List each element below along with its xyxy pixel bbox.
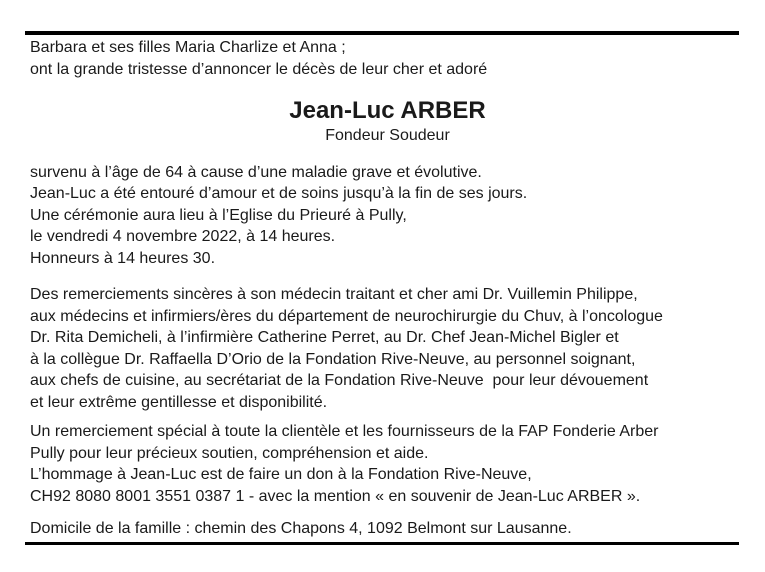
special-thanks (30, 421, 745, 507)
acknowledgement-line: aux médecins et infirmiers/ères du département de neurochirurgie du Chuv, à l’oncologue (30, 307, 663, 325)
acknowledgement-line: Dr. Rita Demicheli, à l’infirmière Catherine Perret, au Dr. Chef Jean-Michel Bigler et (30, 329, 619, 346)
ceremony-line: survenu à l’âge de 64 à cause d’une maladie grave et évolutive. (30, 163, 482, 181)
family-intro (30, 37, 745, 80)
ceremony-line: le vendredi 4 novembre 2022, à 14 heures. (30, 228, 336, 245)
intro-line: Barbara et ses filles Maria Charlize et Anna ; (30, 39, 346, 56)
ceremony-line: Jean-Luc a été entouré d’amour et de soins jusqu’à la fin de ses jours. (30, 185, 528, 202)
acknowledgement-line: et leur extrême gentillesse et disponibilité. (30, 393, 328, 411)
special-thanks-line: L’hommage à Jean-Luc est de faire un don à la Fondation Rive-Neuve, (30, 466, 532, 483)
acknowledgements (30, 284, 745, 413)
bottom-divider (25, 542, 739, 545)
ceremony-line: Une cérémonie aura lieu à l’Eglise du Prieuré à Pully, (30, 206, 407, 224)
deceased-profession: Fondeur Soudeur (325, 127, 450, 144)
acknowledgement-line: aux chefs de cuisine, au secrétariat de la Fondation Rive-Neuve pour leur dévouement (30, 372, 649, 389)
family-address-line: Domicile de la famille : chemin des Chapons 4, 1092 Belmont sur Lausanne. (30, 520, 572, 537)
top-divider (25, 31, 739, 35)
ceremony-details (30, 162, 745, 270)
special-thanks-line: CH92 8080 8001 3551 0387 1 - avec la mention « en souvenir de Jean-Luc ARBER ». (30, 487, 641, 505)
deceased-name: Jean-Luc ARBER (289, 97, 486, 124)
acknowledgement-line: à la collègue Dr. Raffaella D’Orio de la Fondation Rive-Neuve, au personnel soignant, (30, 350, 636, 368)
acknowledgement-line: Des remerciements sincères à son médecin traitant et cher ami Dr. Vuillemin Philippe, (30, 286, 638, 303)
ceremony-line: Honneurs à 14 heures 30. (30, 249, 216, 267)
special-thanks-line: Un remerciement spécial à toute la clientèle et les fournisseurs de la FAP Fonderie Arber (30, 423, 659, 440)
family-address (30, 518, 745, 540)
special-thanks-line: Pully pour leur précieux soutien, compréhension et aide. (30, 444, 429, 462)
intro-line: ont la grande tristesse d’annoncer le décès de leur cher et adoré (30, 60, 488, 78)
